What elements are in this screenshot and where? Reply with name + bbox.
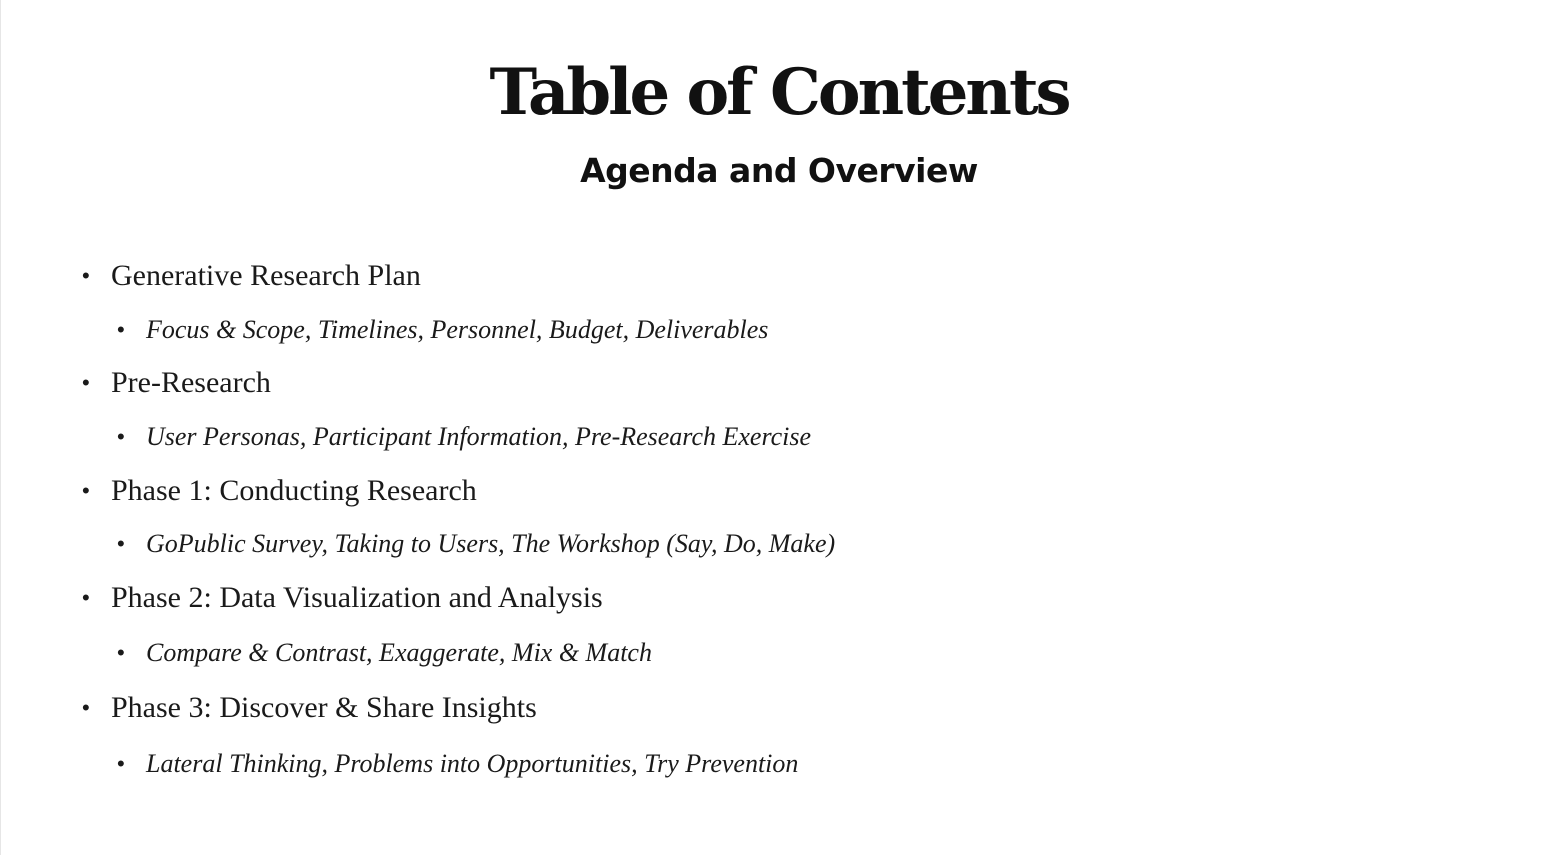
agenda-section-details	[117, 637, 652, 669]
agenda-section	[82, 690, 537, 726]
agenda-section-details-text: Compare & Contrast, Exaggerate, Mix & Match	[146, 638, 652, 667]
agenda-section	[82, 473, 477, 509]
agenda-section	[82, 580, 603, 616]
bullet-icon: •	[82, 263, 90, 288]
agenda-section-details	[117, 421, 812, 453]
bullet-icon: •	[82, 695, 90, 720]
agenda-section-details	[117, 528, 836, 560]
agenda-section-label: Pre-Research	[111, 366, 271, 399]
agenda-section-details-text: GoPublic Survey, Taking to Users, The Workshop (Say, Do, Make)	[146, 529, 836, 558]
agenda-section	[82, 258, 421, 294]
agenda-section-details-text: Lateral Thinking, Problems into Opportunities, Try Prevention	[146, 749, 799, 778]
agenda-section-label: Phase 3: Discover & Share Insights	[111, 691, 537, 724]
bullet-icon: •	[117, 640, 125, 665]
bullet-icon: •	[117, 751, 125, 776]
bullet-icon: •	[117, 317, 125, 342]
bullet-icon: •	[82, 370, 90, 395]
bullet-icon: •	[117, 531, 125, 556]
agenda-section-details	[117, 314, 769, 346]
slide-subtitle: Agenda and Overview	[580, 151, 978, 190]
bullet-icon: •	[82, 585, 90, 610]
agenda-section-label: Generative Research Plan	[111, 259, 421, 292]
agenda-section	[82, 365, 271, 401]
bullet-icon: •	[82, 478, 90, 503]
agenda-section-details-text: User Personas, Participant Information, Pre-Research Exercise	[146, 422, 812, 451]
agenda-section-details-text: Focus & Scope, Timelines, Personnel, Budget, Deliverables	[146, 315, 769, 344]
agenda-section-label: Phase 1: Conducting Research	[111, 474, 477, 507]
agenda-section-details	[117, 748, 799, 780]
bullet-icon: •	[117, 424, 125, 449]
slide-title: Table of Contents	[489, 55, 1069, 130]
agenda-section-label: Phase 2: Data Visualization and Analysis	[111, 581, 603, 614]
